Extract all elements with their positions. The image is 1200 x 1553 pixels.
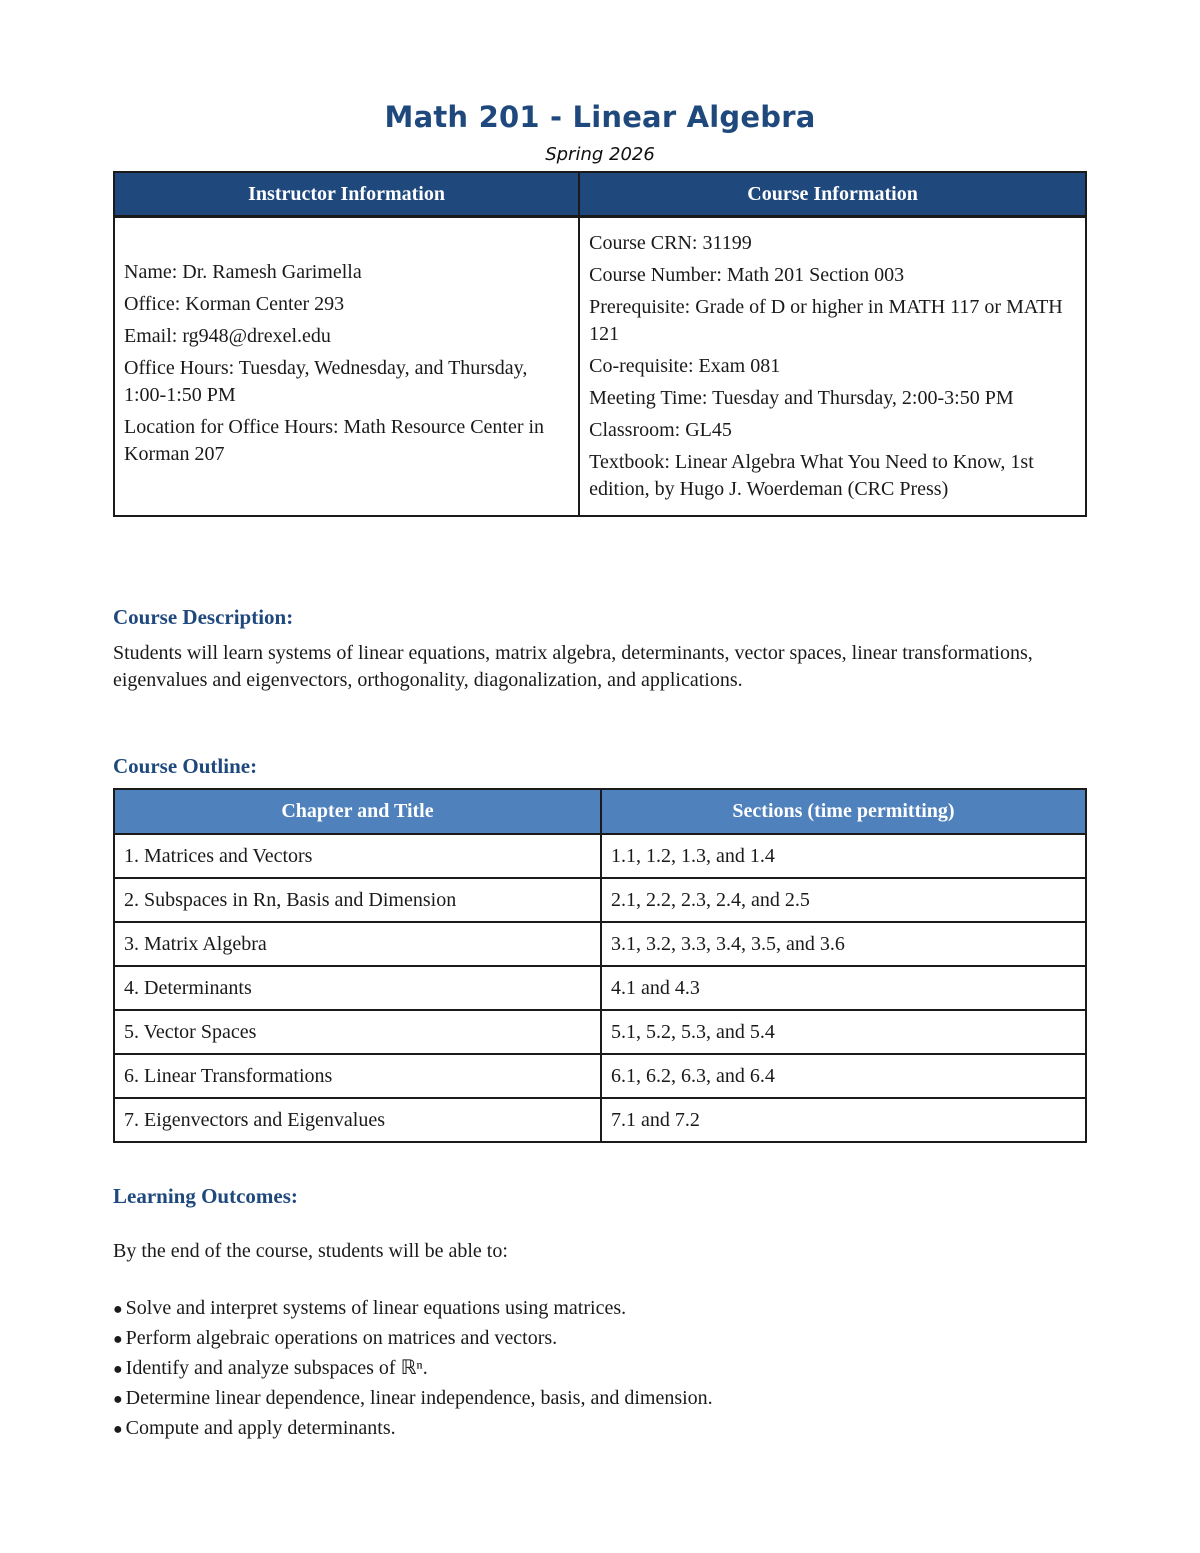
course-description-heading: Course Description: — [113, 605, 294, 629]
table-row — [114, 834, 1086, 878]
course-info-heading: Course Information — [579, 172, 1086, 217]
course-prerequisite: Prerequisite: Grade of D or higher in MATH 117 or MATH 121 — [589, 296, 1063, 345]
course-meeting-time: Meeting Time: Tuesday and Thursday, 2:00-3:50 PM — [589, 387, 1014, 409]
sections-cell: 1.1, 1.2, 1.3, and 1.4 — [601, 834, 1086, 878]
outline-rows — [114, 834, 1086, 1142]
info-table — [113, 171, 1087, 517]
list-item — [113, 1354, 713, 1384]
bullet-icon: ● — [113, 1301, 123, 1318]
outcome-text: Solve and interpret systems of linear equations using matrices. — [125, 1297, 627, 1319]
instructor-info-cell — [114, 217, 579, 517]
sections-cell: 5.1, 5.2, 5.3, and 5.4 — [601, 1010, 1086, 1054]
table-row — [114, 1010, 1086, 1054]
bullet-icon: ● — [113, 1331, 123, 1348]
chapter-cell: 5. Vector Spaces — [114, 1010, 601, 1054]
sections-column-header: Sections (time permitting) — [601, 789, 1086, 834]
outcome-text: Identify and analyze subspaces of ℝⁿ. — [125, 1357, 428, 1379]
chapter-cell: 7. Eigenvectors and Eigenvalues — [114, 1098, 601, 1142]
learning-outcomes-list — [113, 1294, 713, 1444]
course-info-cell — [579, 217, 1086, 517]
chapter-cell: 3. Matrix Algebra — [114, 922, 601, 966]
term-subtitle: Spring 2026 — [545, 144, 655, 165]
list-item — [113, 1384, 713, 1414]
instructor-info-heading: Instructor Information — [114, 172, 579, 217]
sections-cell: 7.1 and 7.2 — [601, 1098, 1086, 1142]
chapter-cell: 4. Determinants — [114, 966, 601, 1010]
table-row — [114, 922, 1086, 966]
learning-outcomes-heading: Learning Outcomes: — [113, 1184, 298, 1208]
outcome-text: Compute and apply determinants. — [125, 1417, 396, 1439]
course-classroom: Classroom: GL45 — [589, 419, 732, 441]
chapter-cell: 1. Matrices and Vectors — [114, 834, 601, 878]
learning-outcomes-intro: By the end of the course, students will be able to: — [113, 1240, 508, 1262]
outcome-text: Determine linear dependence, linear independence, basis, and dimension. — [125, 1387, 713, 1409]
instructor-email: Email: rg948@drexel.edu — [124, 324, 331, 347]
course-outline-table — [113, 788, 1087, 1143]
sections-cell: 2.1, 2.2, 2.3, 2.4, and 2.5 — [601, 878, 1086, 922]
course-outline-heading: Course Outline: — [113, 754, 258, 778]
course-corequisite: Co-requisite: Exam 081 — [589, 355, 781, 377]
bullet-icon: ● — [113, 1391, 123, 1408]
table-row — [114, 878, 1086, 922]
chapter-cell: 6. Linear Transformations — [114, 1054, 601, 1098]
instructor-office: Office: Korman Center 293 — [124, 292, 345, 315]
sections-cell: 6.1, 6.2, 6.3, and 6.4 — [601, 1054, 1086, 1098]
table-row — [114, 1098, 1086, 1142]
course-number: Course Number: Math 201 Section 003 — [589, 264, 905, 286]
chapter-cell: 2. Subspaces in Rn, Basis and Dimension — [114, 878, 601, 922]
chapter-column-header: Chapter and Title — [114, 789, 601, 834]
instructor-name: Name: Dr. Ramesh Garimella — [124, 260, 362, 283]
sections-cell: 3.1, 3.2, 3.3, 3.4, 3.5, and 3.6 — [601, 922, 1086, 966]
course-description-text: Students will learn systems of linear equations, matrix algebra, determinants, vector spaces, linear transformations, eigenvalues and eigenvectors, orthogonality, diagonalization, and applications. — [113, 642, 1033, 691]
instructor-office-hours-location: Location for Office Hours: Math Resource Center in Korman 207 — [124, 415, 545, 465]
list-item — [113, 1324, 713, 1354]
list-item — [113, 1294, 713, 1324]
page-title: Math 201 - Linear Algebra — [384, 100, 816, 134]
bullet-icon: ● — [113, 1361, 123, 1378]
list-item — [113, 1414, 713, 1444]
bullet-icon: ● — [113, 1421, 123, 1438]
table-row — [114, 966, 1086, 1010]
outcome-text: Perform algebraic operations on matrices and vectors. — [125, 1327, 558, 1349]
table-row — [114, 1054, 1086, 1098]
instructor-office-hours: Office Hours: Tuesday, Wednesday, and Thursday, 1:00-1:50 PM — [124, 356, 528, 406]
sections-cell: 4.1 and 4.3 — [601, 966, 1086, 1010]
course-textbook: Textbook: Linear Algebra What You Need to Know, 1st edition, by Hugo J. Woerdeman (CRC Press) — [589, 451, 1034, 500]
course-crn: Course CRN: 31199 — [589, 232, 752, 254]
